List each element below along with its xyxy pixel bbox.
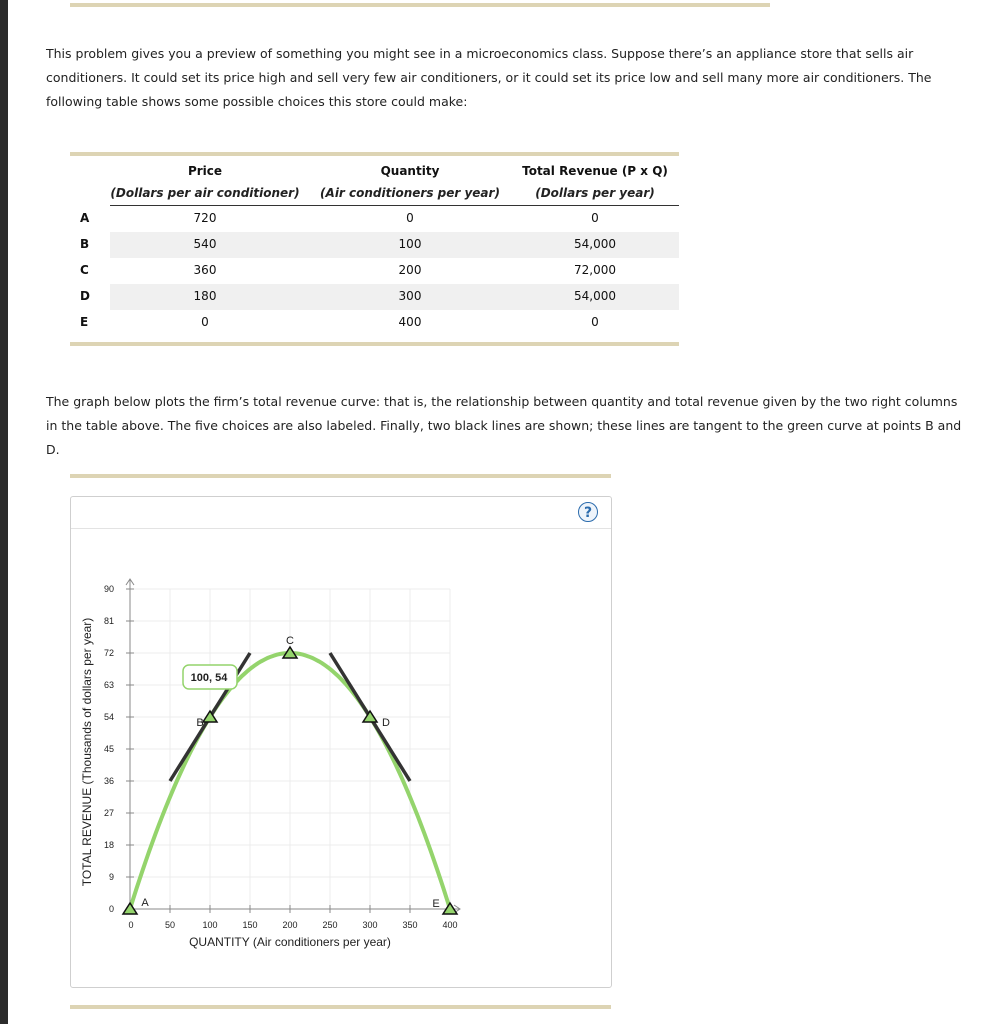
point-label-b: B [196,717,204,729]
header-quantity: Quantity [380,164,440,178]
row-label: D [80,289,90,303]
y-tick-label: 54 [103,712,114,722]
x-tick-label: 350 [402,920,418,930]
y-tick-label: 63 [103,680,114,690]
tooltip-text: 100, 54 [190,672,228,684]
x-tick-label: 100 [202,920,218,930]
x-tick-label: 250 [322,920,338,930]
quantity-cell: 200 [398,263,422,277]
y-tick-label: 36 [103,776,114,786]
question-circle-icon[interactable]: ? [578,502,598,522]
quantity-cell: 0 [406,211,414,225]
chart-ticks [104,584,458,930]
y-tick-label: 27 [103,808,114,818]
header-revenue: Total Revenue (P x Q) [522,164,668,178]
graph-description: The graph below plots the firm’s total revenue curve: that is, the relationship between quantity and total revenue given by the two right columns in the table above. The five choices are also labeled. Finally, two black lines are shown; these lines are tangent to the green curve at points B and D. [46,394,962,457]
y-axis-label: TOTAL REVENUE (Thousands of dollars per year) [80,617,94,887]
row-label: C [80,263,89,277]
graph-bottom-rule [70,1005,611,1009]
point-tooltip [183,665,237,689]
point-label-e: E [432,898,440,910]
header-price: Price [187,164,223,178]
subheader-price: (Dollars per air conditioner) [110,186,300,200]
subheader-quantity: (Air conditioners per year) [320,186,500,200]
price-cell: 540 [193,237,217,251]
subheader-revenue: (Dollars per year) [535,186,655,200]
revenue-cell: 0 [591,211,599,225]
x-tick-label: 150 [242,920,258,930]
y-tick-label: 90 [103,584,114,594]
x-axis-label: QUANTITY (Air conditioners per year) [189,935,391,949]
x-tick-label: 400 [442,920,458,930]
y-tick-label: 45 [103,744,114,754]
x-tick-label: 200 [282,920,298,930]
quantity-cell: 300 [398,289,422,303]
row-label: E [80,315,89,329]
row-label: A [80,211,90,225]
row-label: B [80,237,90,251]
revenue-cell: 54,000 [574,237,616,251]
x-tick-label: 0 [128,920,134,930]
intro-paragraph: This problem gives you a preview of something you might see in a microeconomics class. Suppose there’s an appliance store that sells air conditioners. It could set its price high and sell very few air conditioners, or it could set its price low and sell many more air conditioners. The following table shows some possible choices this store could make: [46,46,932,109]
y-tick-label: 9 [108,872,114,882]
point-label-d: D [382,717,390,729]
price-cell: 180 [193,289,217,303]
price-cell: 0 [201,315,209,329]
revenue-cell: 0 [591,315,599,329]
quantity-cell: 400 [398,315,422,329]
y-tick-label: 0 [108,904,114,914]
point-label-c: C [286,635,294,647]
point-label-a: A [141,897,149,909]
revenue-cell: 54,000 [574,289,616,303]
y-tick-label: 72 [103,648,114,658]
x-tick-label: 50 [164,920,176,930]
price-cell: 720 [193,211,217,225]
revenue-cell: 72,000 [574,263,616,277]
quantity-cell: 100 [398,237,422,251]
y-tick-label: 81 [103,616,114,626]
price-cell: 360 [193,263,217,277]
x-tick-label: 300 [362,920,378,930]
y-tick-label: 18 [103,840,114,850]
